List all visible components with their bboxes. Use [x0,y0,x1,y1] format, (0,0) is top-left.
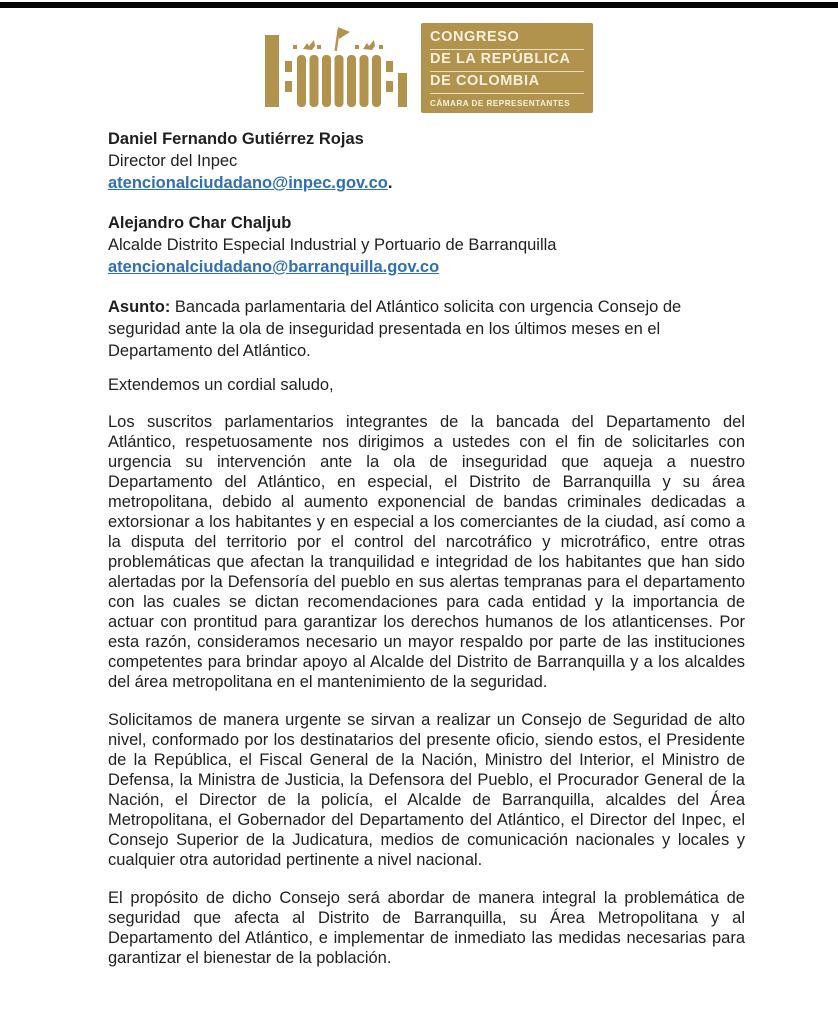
congress-capitol-columns-icon [263,23,411,111]
recipient-block-1 [108,128,745,194]
paragraph-request: Solicitamos de manera urgente se sirvan a realizar un Consejo de Seguridad de alto nivel, conformado por los destinatarios del presente oficio, siendo estos, el Presidente de la República, el Fiscal General de la Nación, Ministro del Interior, el Ministro de Defensa, la Ministra de Justicia, la Defensora del Pueblo, el Procurador General de la Nación, el Director de la policía, el Alcalde de Barranquilla, alcaldes del Área Metropolitana, el Gobernador del Departamento del Atlántico, el Director del Inpec, el Consejo Superior de la Judicatura, medios de comunicación nacionales y locales y cualquier otra autoridad pertinente a nivel nacional. [108,711,745,869]
recipient-title: Director del Inpec [108,152,238,170]
logo-subtitle-camara: CÁMARA DE REPRESENTANTES [430,99,570,108]
email-link-inpec[interactable]: atencionalciudadano@inpec.gov.co [108,174,388,192]
recipient-title: Alcalde Distrito Especial Industrial y Portuario de Barranquilla [108,236,557,254]
email-link-barranquilla[interactable]: atencionalciudadano@barranquilla.gov.co [108,258,440,276]
letter-header [0,23,838,115]
recipient-block-2 [108,212,745,278]
recipient-email-line [108,256,745,278]
recipient-email-line [108,172,745,194]
letter-body [0,115,838,968]
congress-capitol-icon [263,23,411,111]
subject-label: Asunto: [108,298,171,316]
congress-logo-textbox [421,23,593,113]
congress-logo [263,23,593,115]
logo-line-colombia: DE COLOMBIA [430,73,584,94]
recipient-name: Alejandro Char Chaljub [108,214,292,232]
salutation: Extendemos un cordial saludo, [108,376,334,394]
subject-text: Bancada parlamentaria del Atlántico solicita con urgencia Consejo de seguridad ante la ola de inseguridad presentada en los últimos meses en el Departamento del Atlántico. [108,298,682,360]
top-bar [0,2,838,8]
logo-line-republica: DE LA REPÚBLICA [430,51,584,72]
logo-line-congreso: CONGRESO [430,29,584,50]
recipient-name: Daniel Fernando Gutiérrez Rojas [108,130,364,148]
subject-line [108,296,745,362]
email-suffix: . [387,174,393,192]
paragraph-context: Los suscritos parlamentarios integrantes de la bancada del Departamento del Atlántico, respetuosamente nos dirigimos a ustedes con el fin de solicitarles con urgencia su intervención ante la ola de inseguridad que aqueja a nuestro Departamento del Atlántico, en especial, el Distrito de Barranquilla y su área metropolitana, debido al aumento exponencial de bandas criminales dedicadas a extorsionar a los habitantes y en especial a los comerciantes de la ciudad, así como a la disputa del territorio por el control del narcotráfico y microtráfico, entre otras problemáticas que afectan la tranquilidad e integridad de los habitantes que han sido alertadas por la Defensoría del pueblo en sus alertas tempranas para el departamento con las cuales se dictan recomendaciones para cada entidad y la importancia de actuar con prontitud para garantizar los derechos humanos de los atlanticenses. Por esta razón, consideramos necesario un mayor respaldo por parte de las instituciones competentes para brindar apoyo al Alcalde del Distrito de Barranquilla y a los alcaldes del área metropolitana en el mantenimiento de la seguridad. [108,413,745,691]
paragraph-purpose: El propósito de dicho Consejo será abordar de manera integral la problemática de seguridad que afecta al Distrito de Barranquilla, su Área Metropolitana y al Departamento del Atlántico, e implementar de inmediato las medidas necesarias para garantizar el bienestar de la población. [108,889,745,967]
